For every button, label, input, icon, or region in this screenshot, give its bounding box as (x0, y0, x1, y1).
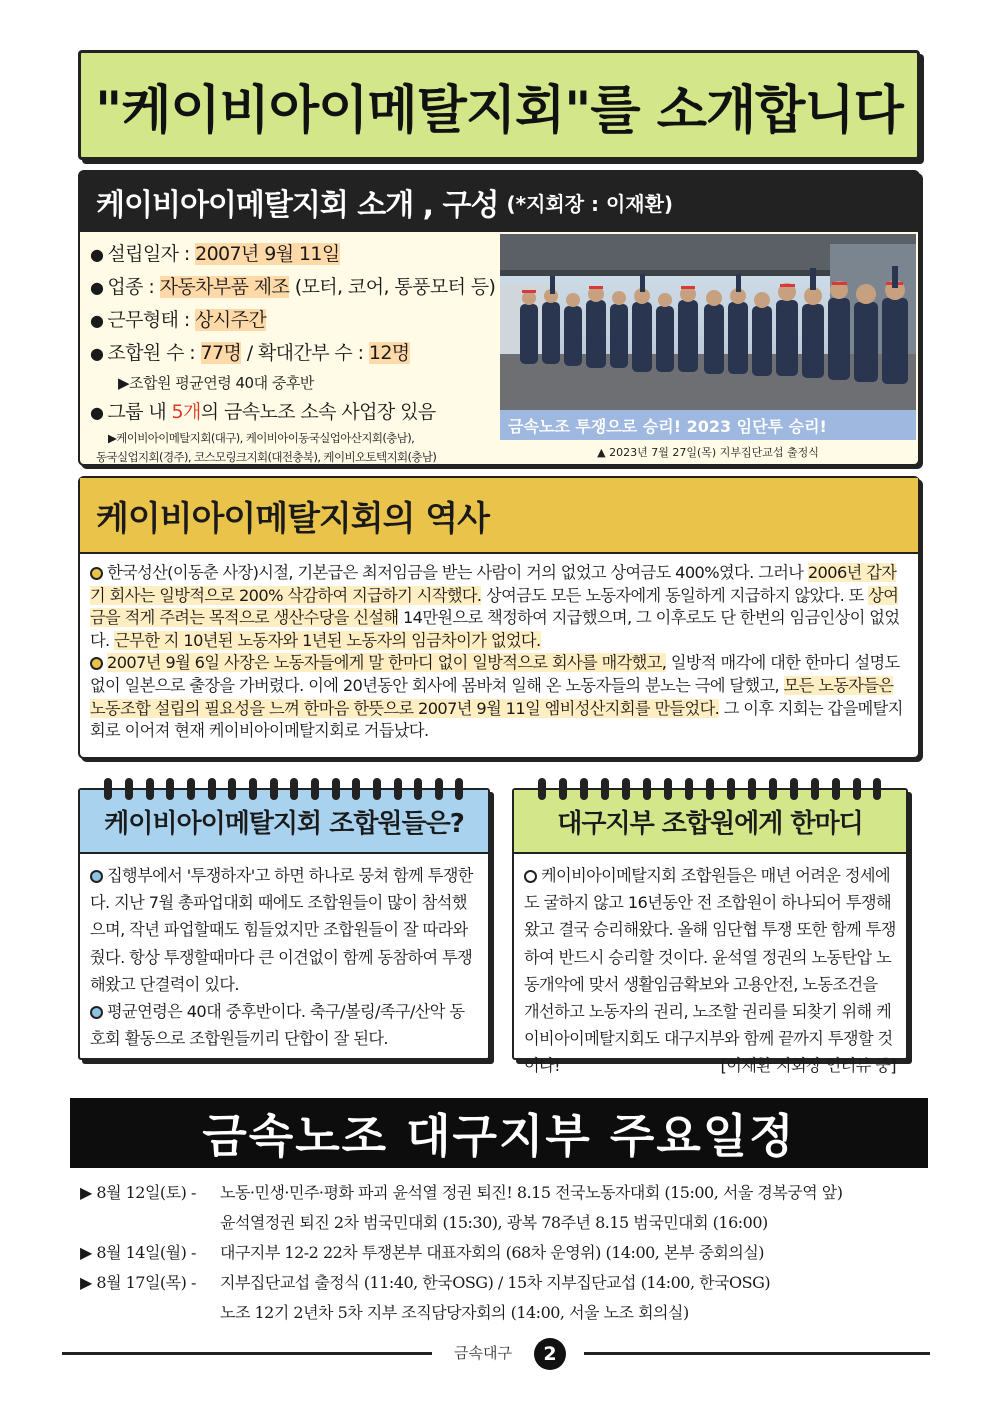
bullet-icon (90, 1006, 103, 1019)
intro-section (78, 170, 920, 466)
schedule-heading: 금속노조 대구지부 주요일정 (202, 1109, 796, 1163)
work-row: ● 근무형태 : 상시주간 (90, 309, 267, 331)
rally-photo-illustration (500, 234, 916, 440)
photo-caption: ▲ 2023년 7월 27일(목) 지부집단교섭 출정식 (597, 446, 819, 459)
page-footer (62, 1338, 930, 1368)
title-banner (78, 50, 920, 160)
bullet-icon (90, 870, 103, 883)
schedule-header (70, 1098, 928, 1168)
bullet-icon (90, 567, 103, 580)
members-heading: 케이비아이메탈지회 조합원들은? (104, 808, 464, 839)
message-credit: [이재환 지회장 인터뷰 중] (720, 1056, 896, 1076)
footer-rule (62, 1352, 432, 1355)
message-heading: 대구지부 조합원에게 한마디 (557, 808, 863, 839)
message-sheet (512, 788, 908, 1076)
footer-rule (584, 1352, 930, 1355)
intro-list (90, 238, 500, 467)
footer-label: 금속대구 (454, 1344, 512, 1362)
page-number: 2 (534, 1338, 566, 1370)
notepad-rings (78, 778, 490, 804)
schedule-item-continued: 윤석열정권 퇴진 2차 범국민대회 (15:30), 광복 78주년 8.15 범국민대회 (16:00) (220, 1213, 768, 1232)
group-row: ● 그룹 내 5개의 금속노조 소속 사업장 있음 (90, 401, 436, 423)
bullet-icon (90, 657, 103, 670)
history-header (80, 478, 918, 554)
intro-heading: 케이비아이메탈지회 소개 , 구성 (96, 188, 499, 223)
members-sheet (78, 788, 490, 1060)
schedule-item: ▶ 8월 14일(월) - 대구지부 12-2 22차 투쟁본부 대표자회의 (68차 운영위) (14:00, 본부 중회의실) (80, 1243, 765, 1262)
message-body: 케이비아이메탈지회 조합원들은 매년 어려운 정세에도 굴하지 않고 16년동안 전 조합원이 하나되어 투쟁해왔고 결국 승리해왔다. 올해 임단협 투쟁 또한 함께 투쟁하여 반드시 승리할 것이다. 윤석열 정권의 노동탄압 노동개악에 맞서 생활임금확보와 고용안전, 노동조건을 개선하고 노동자의 권리, 노조할 권리를 되찾기 위해 케이비아이메탈지회도 대구지부와 함께 끝까지 투쟁할 것이다! [이재환 지회장 인터뷰 중] (514, 854, 906, 1088)
members-row: ● 조합원 수 : 77명 / 확대간부 수 : 12명 (90, 342, 410, 364)
history-section (78, 476, 920, 759)
group-list-line-1: ▶케이비아이메탈지회(대구), 케이비아이동국실업아산지회(충남), (108, 431, 415, 445)
schedule-list (80, 1178, 920, 1328)
rally-photo (500, 234, 916, 440)
members-body: 집행부에서 '투쟁하자'고 하면 하나로 뭉쳐 함께 투쟁한다. 지난 7월 총파업대회 때에도 조합원들이 많이 참석했으며, 작년 파업할때도 힘들었지만 조합원들이 잘 따라와줬다. 항상 투쟁할때마다 큰 이견없이 함께 동참하여 투쟁해왔고 단결력이 있다. 평균연령은 40대 중후반이다. 축구/볼링/족구/산악 동호회 활동으로 조합원들끼리 단합이 잘 된다. (90, 866, 473, 1049)
history-heading: 케이비아이메탈지회의 역사 (96, 498, 489, 539)
notepad-rings (512, 778, 908, 804)
rally-banner-text: 금속노조 투쟁으로 승리! 2023 임단투 승리! (508, 417, 827, 436)
founded-row: ● 설립일자 : 2007년 9월 11일 (90, 243, 340, 265)
schedule-item-continued: 노조 12기 2년차 5차 지부 조직담당자회의 (14:00, 서울 노조 회의실) (220, 1303, 689, 1322)
members-notepad (78, 778, 490, 1070)
age-note: ▶조합원 평균연령 40대 중후반 (118, 374, 314, 392)
schedule-item: ▶ 8월 17일(목) - 지부집단교섭 출정식 (11:40, 한국OSG) / 15차 지부집단교섭 (14:00, 한국OSG) (80, 1273, 771, 1292)
schedule-item: ▶ 8월 12일(토) - 노동·민생·민주·평화 파괴 윤석열 정권 퇴진! 8.15 전국노동자대회 (15:00, 서울 경복궁역 앞) (80, 1183, 843, 1202)
industry-row: ● 업종 : 자동차부품 제조 (모터, 코어, 통풍모터 등) (90, 276, 496, 298)
message-notepad (512, 778, 908, 1076)
group-list-line-2: 동국실업지회(경주), 코스모링크지회(대전충북), 케이비오토텍지회(충남) (96, 450, 437, 464)
page-title: "케이비아이메탈지회"를 소개합니다 (95, 80, 903, 141)
history-body: 한국성산(이동춘 사장)시절, 기본급은 최저임금을 받는 사람이 거의 없었고 상여금도 400%였다. 그러나 2006년 갑자기 회사는 일방적으로 200% 삭감하여 지급하기 시작했다. 상여금도 모든 노동자에게 동일하게 지급하지 않았다. 또 상여금을 적게 주려는 목적으로 생산수당을 신설해 14만원으로 책정하여 지급했으며, 그 이후로도 단 한번의 임금인상이 없었다. 근무한 지 10년된 노동자와 1년된 노동자의 임금차이가 없었다. 2007년 9월 6일 사장은 노동자들에게 말 한마디 없이 일방적으로 회사를 매각했고, 일방적 매각에 대한 한마디 설명도 없이 일본으로 출장을 가버렸다. 이에 20년동안 회사에 몸바쳐 일해 온 노동자들의 분노는 극에 달했고, 모든 노동자들은 노동조합 설립의 필요성을 느껴 한마음 한뜻으로 2007년 9월 11일 엠비성산지회를 만들었다. 그 이후 지회는 갑을메탈지회로 이어져 현재 케이비아이메탈지회로 거듭났다. (90, 563, 903, 741)
intro-note: (*지회장 : 이재환) (506, 191, 674, 216)
intro-header (80, 172, 918, 232)
bullet-icon (524, 870, 537, 883)
